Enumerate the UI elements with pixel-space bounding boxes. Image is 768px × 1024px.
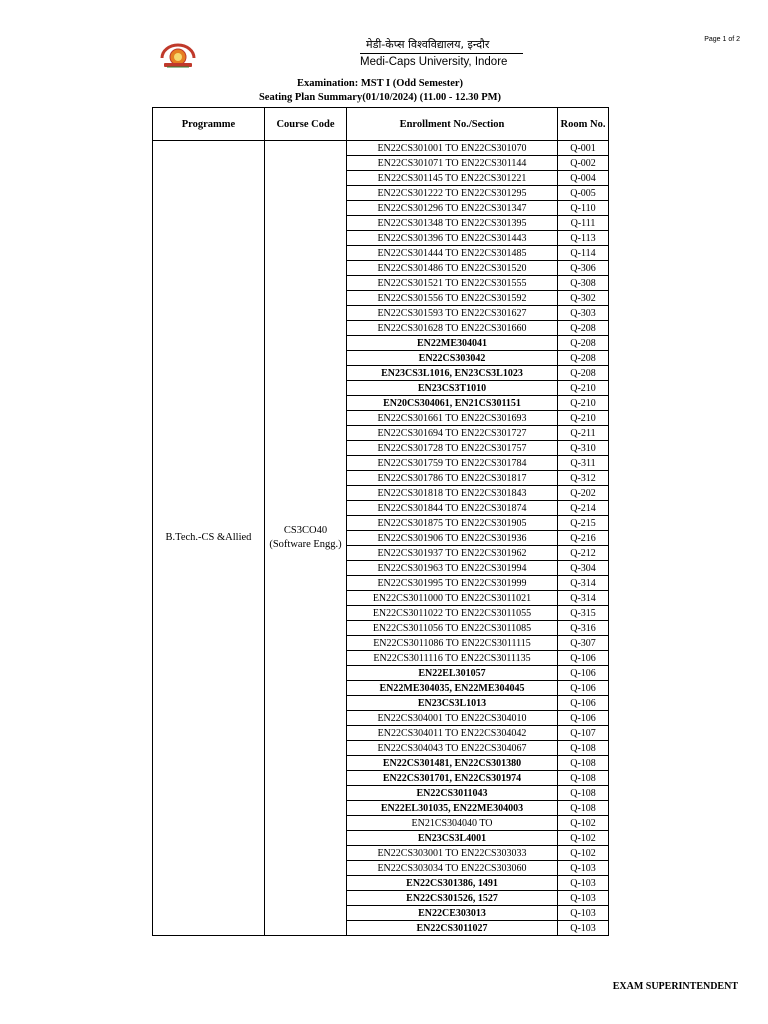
enrollment-cell: EN22CS304001 TO EN22CS304010 (347, 711, 558, 726)
enrollment-cell: EN22CS301222 TO EN22CS301295 (347, 186, 558, 201)
room-cell: Q-004 (558, 171, 609, 186)
room-cell: Q-103 (558, 876, 609, 891)
room-cell: Q-102 (558, 816, 609, 831)
enrollment-cell: EN22CS301071 TO EN22CS301144 (347, 156, 558, 171)
course-cell (265, 141, 347, 936)
room-cell: Q-108 (558, 741, 609, 756)
room-cell: Q-103 (558, 906, 609, 921)
enrollment-cell: EN22ME304041 (347, 336, 558, 351)
enrollment-cell: EN20CS304061, EN21CS301151 (347, 396, 558, 411)
enrollment-cell: EN22CS303042 (347, 351, 558, 366)
table-header-row (153, 108, 609, 141)
room-cell: Q-210 (558, 411, 609, 426)
enrollment-cell: EN22EL301035, EN22ME304003 (347, 801, 558, 816)
room-cell: Q-307 (558, 636, 609, 651)
enrollment-cell: EN22CS301001 TO EN22CS301070 (347, 141, 558, 156)
enrollment-cell: EN22CS301628 TO EN22CS301660 (347, 321, 558, 336)
enrollment-cell: EN22CS301786 TO EN22CS301817 (347, 471, 558, 486)
header-enrollment: Enrollment No./Section (347, 108, 558, 141)
room-cell: Q-102 (558, 846, 609, 861)
room-cell: Q-114 (558, 246, 609, 261)
enrollment-cell: EN22CS301348 TO EN22CS301395 (347, 216, 558, 231)
enrollment-cell: EN22CS301386, 1491 (347, 876, 558, 891)
room-cell: Q-106 (558, 711, 609, 726)
room-cell: Q-202 (558, 486, 609, 501)
room-cell: Q-107 (558, 726, 609, 741)
enrollment-cell: EN22CS304011 TO EN22CS304042 (347, 726, 558, 741)
enrollment-cell: EN22CS301481, EN22CS301380 (347, 756, 558, 771)
room-cell: Q-314 (558, 576, 609, 591)
room-cell: Q-113 (558, 231, 609, 246)
room-cell: Q-306 (558, 261, 609, 276)
header-room: Room No. (558, 108, 609, 141)
enrollment-cell: EN22CS301145 TO EN22CS301221 (347, 171, 558, 186)
enrollment-cell: EN22CS3011056 TO EN22CS3011085 (347, 621, 558, 636)
room-cell: Q-214 (558, 501, 609, 516)
room-cell: Q-208 (558, 321, 609, 336)
enrollment-cell: EN22CS3011027 (347, 921, 558, 936)
enrollment-cell: EN23CS3L1016, EN23CS3L1023 (347, 366, 558, 381)
enrollment-cell: EN22CS303034 TO EN22CS303060 (347, 861, 558, 876)
enrollment-cell: EN22CS301963 TO EN22CS301994 (347, 561, 558, 576)
room-cell: Q-308 (558, 276, 609, 291)
enrollment-cell: EN22CS301526, 1527 (347, 891, 558, 906)
room-cell: Q-002 (558, 156, 609, 171)
room-cell: Q-103 (558, 921, 609, 936)
room-cell: Q-216 (558, 531, 609, 546)
header-programme: Programme (153, 108, 265, 141)
enrollment-cell: EN22EL301057 (347, 666, 558, 681)
enrollment-cell: EN23CS3L4001 (347, 831, 558, 846)
university-name-hindi: मेडी-केप्स विश्वविद्यालय, इन्दौर (366, 38, 490, 51)
table-row (153, 141, 609, 156)
table-body (153, 141, 609, 936)
room-cell: Q-005 (558, 186, 609, 201)
enrollment-cell: EN22CE303013 (347, 906, 558, 921)
exam-title: Examination: MST I (Odd Semester) (296, 78, 464, 89)
enrollment-cell: EN22CS301556 TO EN22CS301592 (347, 291, 558, 306)
room-cell: Q-212 (558, 546, 609, 561)
room-cell: Q-108 (558, 801, 609, 816)
course-code: CS3CO40 (283, 525, 328, 536)
page-indicator: Page 1 of 2 (704, 36, 740, 43)
enrollment-cell: EN22CS301593 TO EN22CS301627 (347, 306, 558, 321)
enrollment-cell: EN22CS301486 TO EN22CS301520 (347, 261, 558, 276)
enrollment-cell: EN22CS301937 TO EN22CS301962 (347, 546, 558, 561)
enrollment-cell: EN22CS3011116 TO EN22CS3011135 (347, 651, 558, 666)
enrollment-cell: EN22CS301661 TO EN22CS301693 (347, 411, 558, 426)
room-cell: Q-312 (558, 471, 609, 486)
room-cell: Q-311 (558, 456, 609, 471)
enrollment-cell: EN22CS301701, EN22CS301974 (347, 771, 558, 786)
room-cell: Q-208 (558, 366, 609, 381)
exam-subtitle: Seating Plan Summary(01/10/2024) (11.00 - 12.30 PM) (258, 92, 502, 103)
room-cell: Q-304 (558, 561, 609, 576)
room-cell: Q-108 (558, 756, 609, 771)
room-cell: Q-315 (558, 606, 609, 621)
university-name-english: Medi-Caps University, Indore (360, 56, 508, 68)
room-cell: Q-211 (558, 426, 609, 441)
room-cell: Q-208 (558, 351, 609, 366)
enrollment-cell: EN22CS301444 TO EN22CS301485 (347, 246, 558, 261)
header-course-code: Course Code (265, 108, 347, 141)
room-cell: Q-310 (558, 441, 609, 456)
room-cell: Q-303 (558, 306, 609, 321)
room-cell: Q-106 (558, 681, 609, 696)
enrollment-cell: EN22CS3011086 TO EN22CS3011115 (347, 636, 558, 651)
enrollment-cell: EN22CS301521 TO EN22CS301555 (347, 276, 558, 291)
enrollment-cell: EN22ME304035, EN22ME304045 (347, 681, 558, 696)
enrollment-cell: EN22CS301875 TO EN22CS301905 (347, 516, 558, 531)
room-cell: Q-302 (558, 291, 609, 306)
university-logo (158, 40, 198, 70)
seating-plan-table (152, 107, 609, 936)
room-cell: Q-208 (558, 336, 609, 351)
university-header (360, 38, 523, 69)
room-cell: Q-102 (558, 831, 609, 846)
enrollment-cell: EN22CS301759 TO EN22CS301784 (347, 456, 558, 471)
programme-cell: B.Tech.-CS &Allied (153, 141, 265, 936)
room-cell: Q-106 (558, 696, 609, 711)
room-cell: Q-111 (558, 216, 609, 231)
enrollment-cell: EN22CS301995 TO EN22CS301999 (347, 576, 558, 591)
enrollment-cell: EN22CS301818 TO EN22CS301843 (347, 486, 558, 501)
enrollment-cell: EN22CS301728 TO EN22CS301757 (347, 441, 558, 456)
room-cell: Q-210 (558, 381, 609, 396)
course-name: (Software Engg.) (269, 539, 342, 550)
enrollment-cell: EN22CS3011000 TO EN22CS3011021 (347, 591, 558, 606)
enrollment-cell: EN22CS303001 TO EN22CS303033 (347, 846, 558, 861)
room-cell: Q-106 (558, 666, 609, 681)
room-cell: Q-108 (558, 786, 609, 801)
enrollment-cell: EN22CS3011043 (347, 786, 558, 801)
enrollment-cell: EN22CS301694 TO EN22CS301727 (347, 426, 558, 441)
room-cell: Q-215 (558, 516, 609, 531)
enrollment-cell: EN23CS3T1010 (347, 381, 558, 396)
room-cell: Q-106 (558, 651, 609, 666)
signature-label: EXAM SUPERINTENDENT (612, 981, 738, 992)
enrollment-cell: EN22CS301396 TO EN22CS301443 (347, 231, 558, 246)
room-cell: Q-108 (558, 771, 609, 786)
enrollment-cell: EN21CS304040 TO (347, 816, 558, 831)
room-cell: Q-103 (558, 891, 609, 906)
room-cell: Q-001 (558, 141, 609, 156)
enrollment-cell: EN22CS301296 TO EN22CS301347 (347, 201, 558, 216)
enrollment-cell: EN23CS3L1013 (347, 696, 558, 711)
enrollment-cell: EN22CS301906 TO EN22CS301936 (347, 531, 558, 546)
enrollment-cell: EN22CS301844 TO EN22CS301874 (347, 501, 558, 516)
enrollment-cell: EN22CS304043 TO EN22CS304067 (347, 741, 558, 756)
room-cell: Q-110 (558, 201, 609, 216)
room-cell: Q-210 (558, 396, 609, 411)
header-divider (360, 53, 523, 54)
room-cell: Q-316 (558, 621, 609, 636)
enrollment-cell: EN22CS3011022 TO EN22CS3011055 (347, 606, 558, 621)
room-cell: Q-314 (558, 591, 609, 606)
room-cell: Q-103 (558, 861, 609, 876)
